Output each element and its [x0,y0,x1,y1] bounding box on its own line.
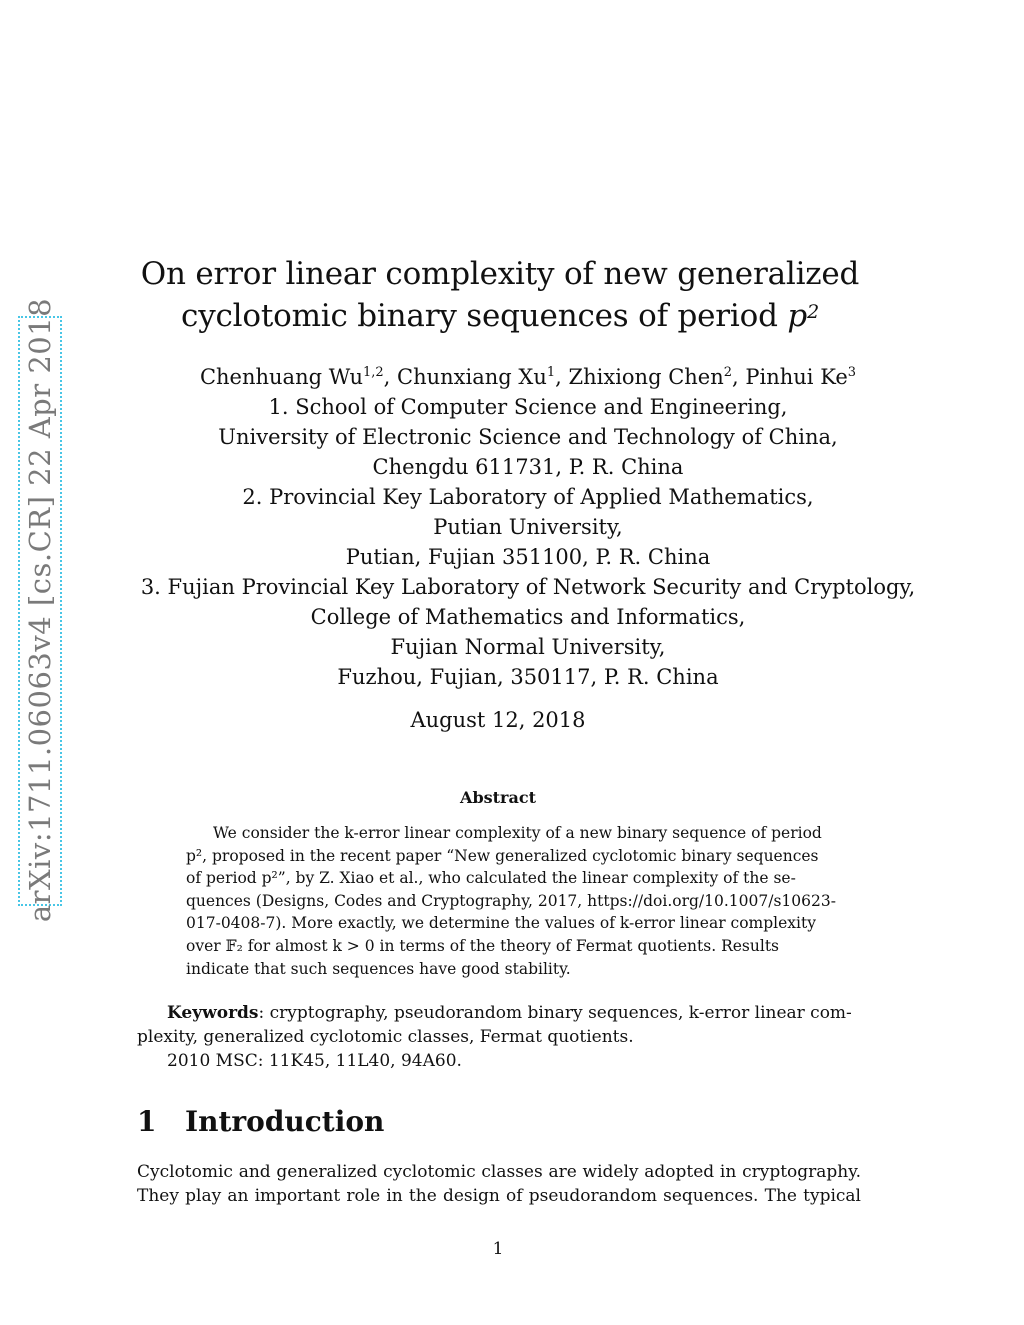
author-affiliation-mark: 1,2 [362,365,384,380]
affiliation-line: 1. School of Computer Science and Engineering, [268,395,788,419]
page-number: 1 [492,1239,504,1259]
keywords-line-2: plexity, generalized cyclotomic classes, Fermat quotients. [137,1027,634,1047]
title-superscript: 2 [807,301,819,323]
keywords-text: : cryptography, pseudorandom binary sequences, k-error linear com- [258,1003,852,1023]
abstract-heading: Abstract [460,788,536,807]
keywords-block [137,1001,861,1073]
author-name: Pinhui Ke [745,365,848,389]
abstract-line: indicate that such sequences have good stability. [186,959,571,978]
title-line-1: On error linear complexity of new generalized [140,256,860,292]
abstract-line: of period p²”, by Z. Xiao et al., who calculated the linear complexity of the se- [186,869,796,888]
keywords-label: Keywords [167,1003,259,1023]
author-affiliation-mark: 2 [723,365,733,380]
abstract-line: 017-0408-7). More exactly, we determine the values of k-error linear complexity [186,914,816,933]
affiliation-line: Chengdu 611731, P. R. China [372,455,684,479]
affiliation-line: Fuzhou, Fujian, 350117, P. R. China [337,665,719,689]
intro-line: They play an important role in the design of pseudorandom sequences. The typical [137,1186,861,1206]
affiliation-line: Putian, Fujian 351100, P. R. China [345,545,711,569]
abstract-line: over 𝔽₂ for almost k > 0 in terms of the theory of Fermat quotients. Results [186,936,779,955]
abstract-line: p², proposed in the recent paper “New generalized cyclotomic binary sequences [186,846,819,865]
affiliation-line: College of Mathematics and Informatics, [310,605,746,629]
author-affiliation-mark: 1 [546,365,556,380]
title-line-2: cyclotomic binary sequences of period [181,298,788,334]
msc-codes: 2010 MSC: 11K45, 11L40, 94A60. [167,1051,462,1071]
author-affiliation-mark: 3 [847,365,857,380]
affiliation-line: Fujian Normal University, [390,635,666,659]
affiliation-line: University of Electronic Science and Technology of China, [218,425,838,449]
abstract-line: We consider the k-error linear complexity of a new binary sequence of period [213,824,822,842]
affiliation-line: 2. Provincial Key Laboratory of Applied Mathematics, [242,485,814,509]
section-heading [137,1105,384,1138]
abstract-body [186,822,836,980]
paper-title [80,253,920,337]
author-list: Chenhuang Wu$^{1,2}$, Chunxiang Xu$^1$, Zhixiong Chen$^2$, Pinhui Ke$^3$ [199,365,857,389]
paper-date: August 12, 2018 [410,708,586,732]
arxiv-identifier[interactable]: arXiv:1711.06063v4 [cs.CR] 22 Apr 2018 [23,297,57,923]
title-variable: p [787,298,808,334]
introduction-body [137,1160,861,1208]
author-name: Chunxiang Xu [397,365,547,389]
affiliation-line: Putian University, [433,515,623,539]
author-name: Zhixiong Chen [568,365,724,389]
author-name: Chenhuang Wu [199,365,363,389]
intro-line: Cyclotomic and generalized cyclotomic classes are widely adopted in cryptography. [137,1162,861,1182]
keywords-line-1 [137,1001,861,1025]
affiliation-line: 3. Fujian Provincial Key Laboratory of Network Security and Cryptology, [140,575,916,599]
abstract-line: quences (Designs, Codes and Cryptography, 2017, https://doi.org/10.1007/s10623- [186,891,836,910]
section-title: Introduction [185,1105,385,1138]
section-number: 1 [137,1105,157,1138]
